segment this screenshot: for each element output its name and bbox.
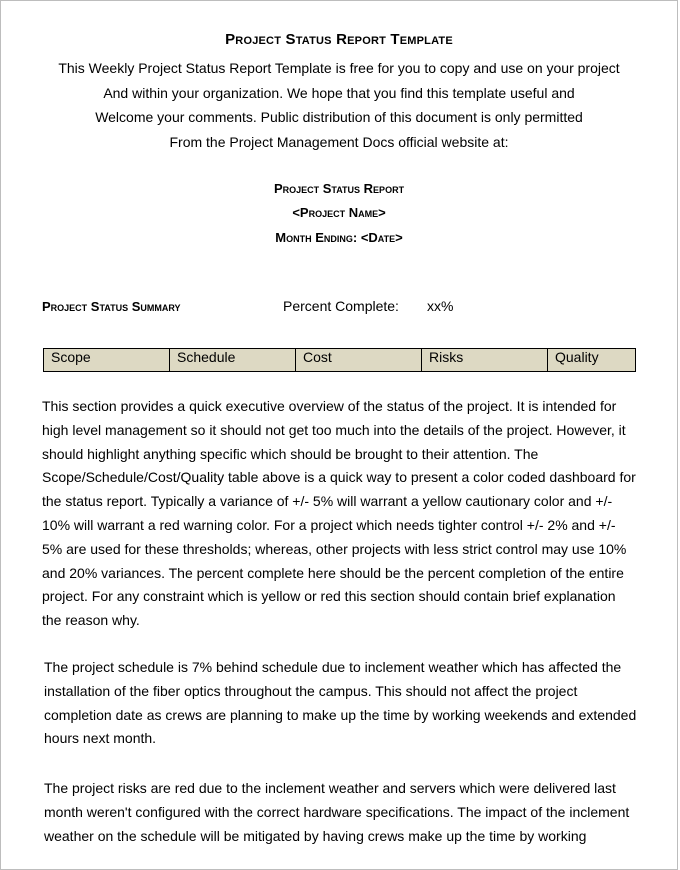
percent-complete-value: xx% [427, 298, 454, 314]
paragraph-line: the status report. Typically a variance of +/- 5% will warrant a yellow cautionary color and +/- [42, 493, 613, 510]
paragraph-line: 10% will warrant a red warning color. For a project which needs tighter control +/- 2% and +/- [42, 516, 616, 533]
overview-paragraph [42, 395, 642, 633]
paragraph-line: completion date as crews are planning to make up the time by working weekends and extended [44, 706, 637, 723]
paragraph-line: Scope/Schedule/Cost/Quality table above is a quick way to present a color coded dashboard for [42, 469, 636, 486]
paragraph-line: and 20% variances. The percent complete here should be the percent completion of the entire [42, 564, 624, 581]
project-name: <Project Name> [292, 205, 386, 221]
report-heading-block [1, 177, 677, 250]
paragraph-line: project. For any constraint which is yellow or red this section should contain brief explanation [42, 588, 616, 605]
status-dashboard-table [43, 348, 636, 372]
status-summary-label: Project Status Summary [42, 299, 181, 314]
paragraph-line: month weren't configured with the correct hardware specifications. The impact of the inclement [44, 803, 630, 820]
paragraph-line: high level management so it should not get too much into the details of the project. However, it [42, 421, 626, 438]
percent-complete-label: Percent Complete: [283, 298, 399, 314]
intro-text [1, 56, 677, 154]
report-heading: Project Status Report [273, 181, 405, 196]
paragraph-line: This section provides a quick executive overview of the status of the project. It is intended for [42, 398, 617, 414]
paragraph-line: The project schedule is 7% behind schedule due to inclement weather which has affected the [44, 659, 622, 675]
paragraph-line: weather on the schedule will be mitigated by having crews make up the time by working [44, 827, 587, 844]
paragraph-line: installation of the fiber optics throughout the campus. This should not affect the project [44, 682, 578, 699]
paragraph-line: the reason why. [42, 612, 140, 629]
intro-line: This Weekly Project Status Report Template is free for you to copy and use on your project [58, 60, 620, 76]
schedule-paragraph [44, 656, 644, 751]
status-summary-row [42, 298, 637, 320]
paragraph-line: 5% are used for these thresholds; whereas, other projects with less strict control may use 10% [42, 540, 627, 557]
intro-line: And within your organization. We hope that you find this template useful and [103, 84, 575, 101]
intro-line: From the Project Management Docs official website at: [169, 133, 509, 150]
dashboard-cell-risks: Risks [422, 349, 548, 372]
paragraph-line: hours next month. [44, 730, 157, 747]
dashboard-cell-schedule: Schedule [170, 349, 296, 372]
dashboard-cell-quality: Quality [548, 349, 636, 372]
paragraph-line: The project risks are red due to the inclement weather and servers which were delivered last [44, 780, 616, 796]
paragraph-line: should highlight anything specific which should be brought to their attention. The [42, 445, 539, 462]
table-row [44, 349, 636, 372]
document-title: Project Status Report Template [225, 31, 453, 48]
month-ending: Month Ending: <Date> [275, 229, 403, 245]
dashboard-cell-scope: Scope [44, 349, 170, 372]
intro-line: Welcome your comments. Public distribution of this document is only permitted [95, 109, 583, 125]
risks-paragraph [44, 777, 644, 848]
dashboard-cell-cost: Cost [296, 349, 422, 372]
